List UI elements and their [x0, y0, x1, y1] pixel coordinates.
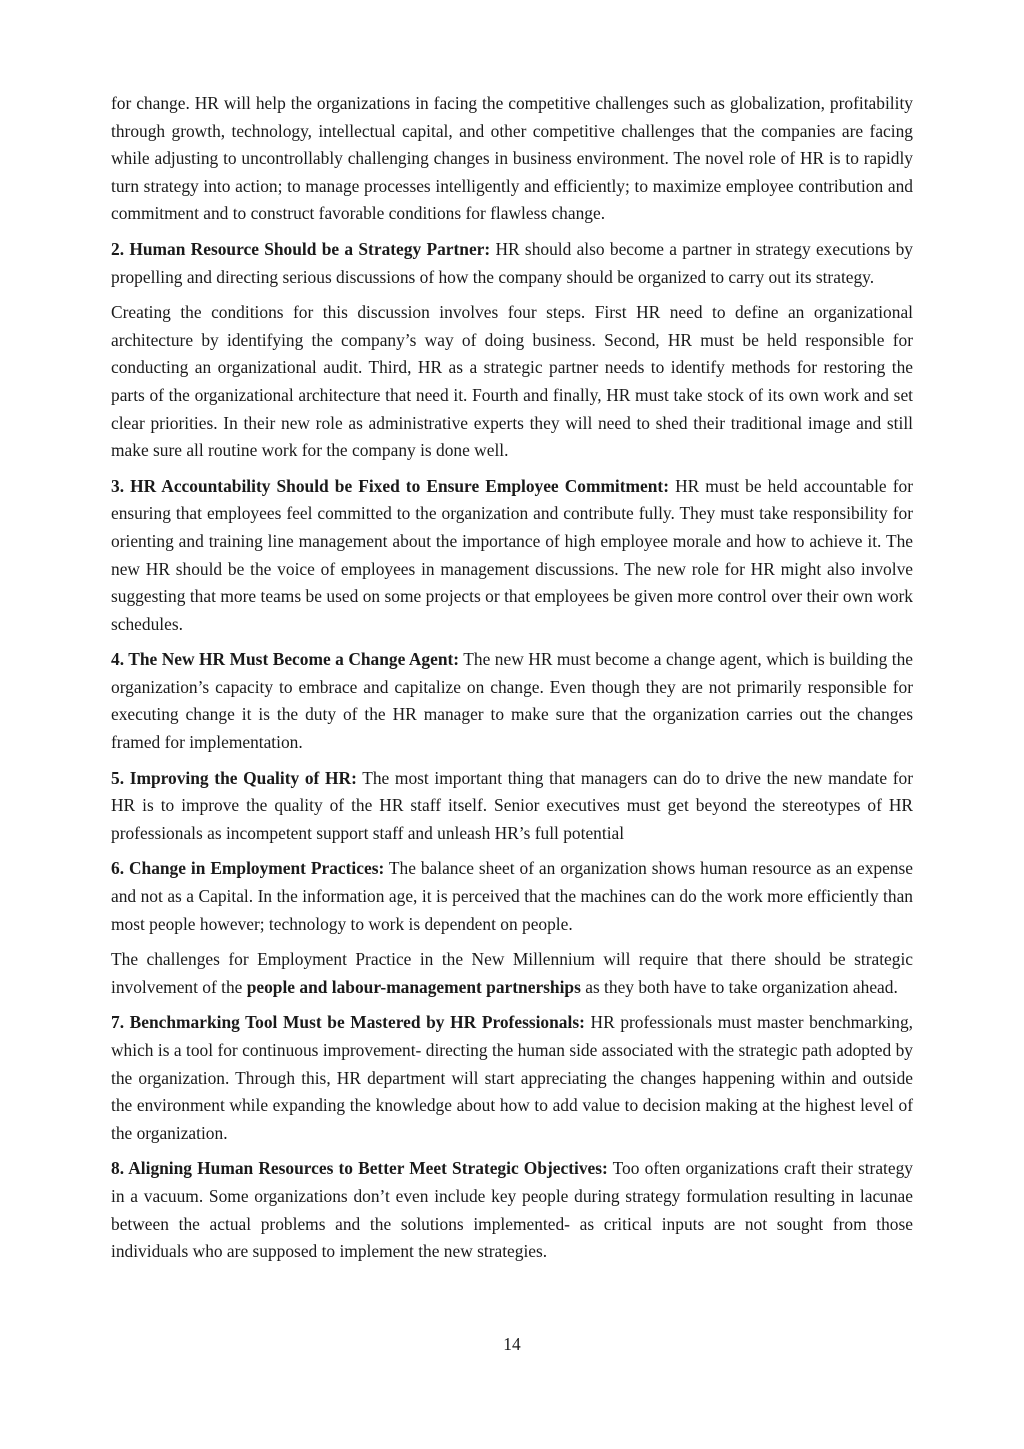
- paragraph-new-millennium: [111, 946, 913, 1001]
- paragraph-text: HR professionals must master benchmarking, which is a tool for continuous improvement- directing the human side associated with the strategic path adopted by the organization. Through this, HR department will start appreciating the changes happening within and outside the environment while expanding the knowledge about how to add value to decision making at the highest level of the organization.: [111, 1012, 913, 1143]
- paragraph-text: The most important thing that managers can do to drive the new mandate for HR is to improve the quality of the HR staff itself. Senior executives must get beyond the stereotypes of HR professionals as incompetent support staff and unleash HR’s full potential: [111, 767, 913, 843]
- section-heading: 7. Benchmarking Tool Must be Mastered by HR Professionals:: [111, 1012, 585, 1033]
- page-number: 14: [503, 1334, 521, 1354]
- section-aligning-hr: [111, 1155, 913, 1265]
- paragraph-text: The new HR must become a change agent, which is building the organization’s capacity to embrace and capitalize on change. Even though they are not primarily responsible for executing change it is the duty of the HR manager to make sure that the organization carries out the changes framed for implementation.: [111, 649, 913, 753]
- paragraph-four-steps: [111, 299, 913, 465]
- section-change-agent: [111, 646, 913, 756]
- paragraph-text-after: as they both have to take organization ahead.: [580, 976, 898, 997]
- paragraph-text: HR should also become a partner in strategy executions by propelling and directing serious discussions of how the company should be organized to carry out its strategy.: [111, 238, 914, 287]
- paragraph-text: Too often organizations craft their strategy in a vacuum. Some organizations don’t even include key people during strategy formulation resulting in lacunae between the actual problems and the solutions implemented- as critical inputs are not sought from those individuals who are supposed to implement the new strategies.: [111, 1158, 913, 1262]
- paragraph-text: HR must be held accountable for ensuring that employees feel committed to the organization and contribute fully. They must take responsibility for orienting and training line management about the importance of high employee morale and how to achieve it. The new HR should be the voice of employees in management discussions. The new role for HR might also involve suggesting that more teams be used on some projects or that employees be given more control over their own work schedules.: [111, 475, 913, 634]
- paragraph-text-before: The challenges for Employment Practice in the New Millennium will require that there should be strategic involvement of the: [111, 949, 913, 997]
- page-body: [111, 90, 913, 1274]
- section-heading: 2. Human Resource Should be a Strategy Partner:: [111, 238, 491, 259]
- section-strategy-partner: [111, 236, 913, 291]
- section-heading: 5. Improving the Quality of HR:: [111, 767, 357, 788]
- section-hr-accountability: [111, 473, 913, 639]
- section-heading: 8. Aligning Human Resources to Better Meet Strategic Objectives:: [111, 1158, 608, 1179]
- section-heading: 4. The New HR Must Become a Change Agent:: [111, 649, 460, 670]
- paragraph-text: The balance sheet of an organization shows human resource as an expense and not as a Capital. In the information age, it is perceived that the machines can do the work more efficiently than most people however; technology to work is dependent on people.: [111, 858, 913, 934]
- section-heading: 6. Change in Employment Practices:: [111, 858, 385, 879]
- paragraph-intro-continuation: [111, 90, 913, 228]
- section-benchmarking: [111, 1009, 913, 1147]
- section-quality-of-hr: [111, 765, 913, 848]
- section-employment-practices: [111, 855, 913, 938]
- section-heading: 3. HR Accountability Should be Fixed to Ensure Employee Commitment:: [111, 475, 670, 496]
- paragraph-text: Creating the conditions for this discussion involves four steps. First HR need to define an organizational architecture by identifying the company’s way of doing business. Second, HR must be held responsible for conducting an organizational audit. Third, HR as a strategic partner needs to identify methods for restoring the parts of the organizational architecture that need it. Fourth and finally, HR must take stock of its own work and set clear priorities. In their new role as administrative experts they will need to shed their traditional image and still make sure all routine work for the company is done well.: [111, 302, 913, 461]
- paragraph-text: for change. HR will help the organizations in facing the competitive challenges such as globalization, profitability through growth, technology, intellectual capital, and other competitive challenges that the companies are facing while adjusting to uncontrollably challenging changes in business environment. The novel role of HR is to rapidly turn strategy into action; to manage processes intelligently and efficiently; to maximize employee contribution and commitment and to construct favorable conditions for flawless change.: [111, 93, 913, 224]
- bold-phrase: people and labour-management partnerships: [246, 976, 581, 997]
